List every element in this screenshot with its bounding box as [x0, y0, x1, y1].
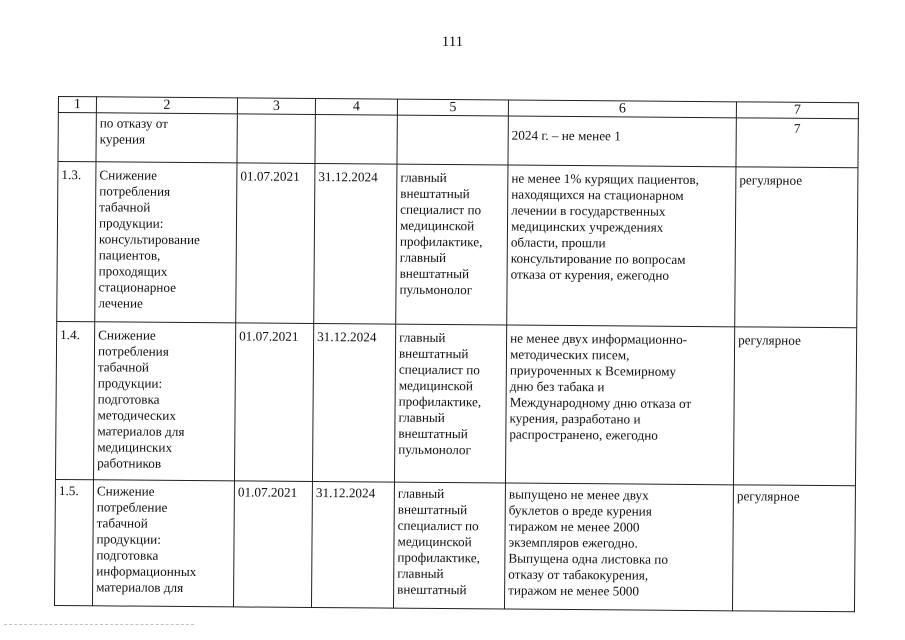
column-header: 3 — [237, 98, 315, 115]
periodicity: регулярное — [735, 167, 858, 328]
column-number-repeat: 7 — [736, 118, 858, 168]
item-number: 1.4. — [55, 321, 94, 479]
column-header: 2 — [96, 97, 237, 114]
column-header: 4 — [315, 99, 397, 116]
executor: главный внештатный специалист по медицинской профилактике, главный внештатный пульмонолог — [394, 324, 506, 483]
end-date: 31.12.2024 — [314, 164, 397, 325]
page-number: 111 — [441, 34, 464, 50]
activity-name: Снижение потребление табачной продукции: подготовка информационных материалов для — [92, 480, 234, 607]
table-row — [54, 479, 855, 611]
column-header: 7 — [736, 102, 858, 119]
column-header: 6 — [508, 100, 736, 118]
program-activities-table — [54, 96, 859, 612]
continuation-row — [58, 113, 858, 168]
table-cell — [58, 113, 96, 162]
activity-name: Снижение потребления табачной продукции: консультирование пациентов, проходящих стационарное лечение — [95, 162, 237, 323]
executor: главный внештатный специалист по медицинской профилактике, главный внештатный пульмонолог — [396, 164, 508, 325]
item-number: 1.5. — [54, 479, 93, 605]
table-cell — [237, 114, 315, 164]
table-row — [57, 162, 858, 328]
indicator: не менее 1% курящих пациентов, находящихся на стационарном лечении в государственных медицинских учреждениях области, прошли консультирование по вопросам отказа от курения, ежегодно — [507, 165, 736, 327]
periodicity: регулярное — [733, 327, 856, 486]
start-date: 01.07.2021 — [234, 323, 313, 482]
indicator: не менее двух информационно- методических писем, приуроченных к Всемирному дню без табака и Международному дню отказа от курения, разработано и распространено, ежегодно — [505, 325, 734, 485]
start-date: 01.07.2021 — [233, 481, 312, 608]
executor: главный внештатный специалист по медицинской профилактике, главный внештатный — [393, 482, 505, 609]
table-cell — [508, 116, 736, 167]
activity-name: Снижение потребления табачной продукции: подготовка методических материалов для медицинских работников — [93, 322, 235, 481]
table-cell — [397, 115, 508, 165]
item-number: 1.3. — [57, 162, 96, 322]
periodicity: регулярное — [732, 485, 855, 612]
end-date: 31.12.2024 — [311, 482, 394, 609]
scan-edge-artifact — [4, 624, 194, 628]
column-header: 1 — [58, 97, 96, 113]
activity-name-continued: по отказу от курения — [96, 113, 237, 163]
indicator-continued: 2024 г. – не менее 1 — [511, 127, 621, 144]
indicator: выпущено не менее двух буклетов о вреде курения тиражом не менее 2000 экземпляров ежегодно. Выпущена одна листовка по отказу от табакокурения, тиражом не менее 5000 — [504, 483, 733, 611]
column-header: 5 — [397, 99, 508, 116]
table-row — [55, 321, 856, 485]
end-date: 31.12.2024 — [312, 324, 395, 483]
table-cell — [315, 115, 397, 165]
start-date: 01.07.2021 — [236, 163, 315, 324]
